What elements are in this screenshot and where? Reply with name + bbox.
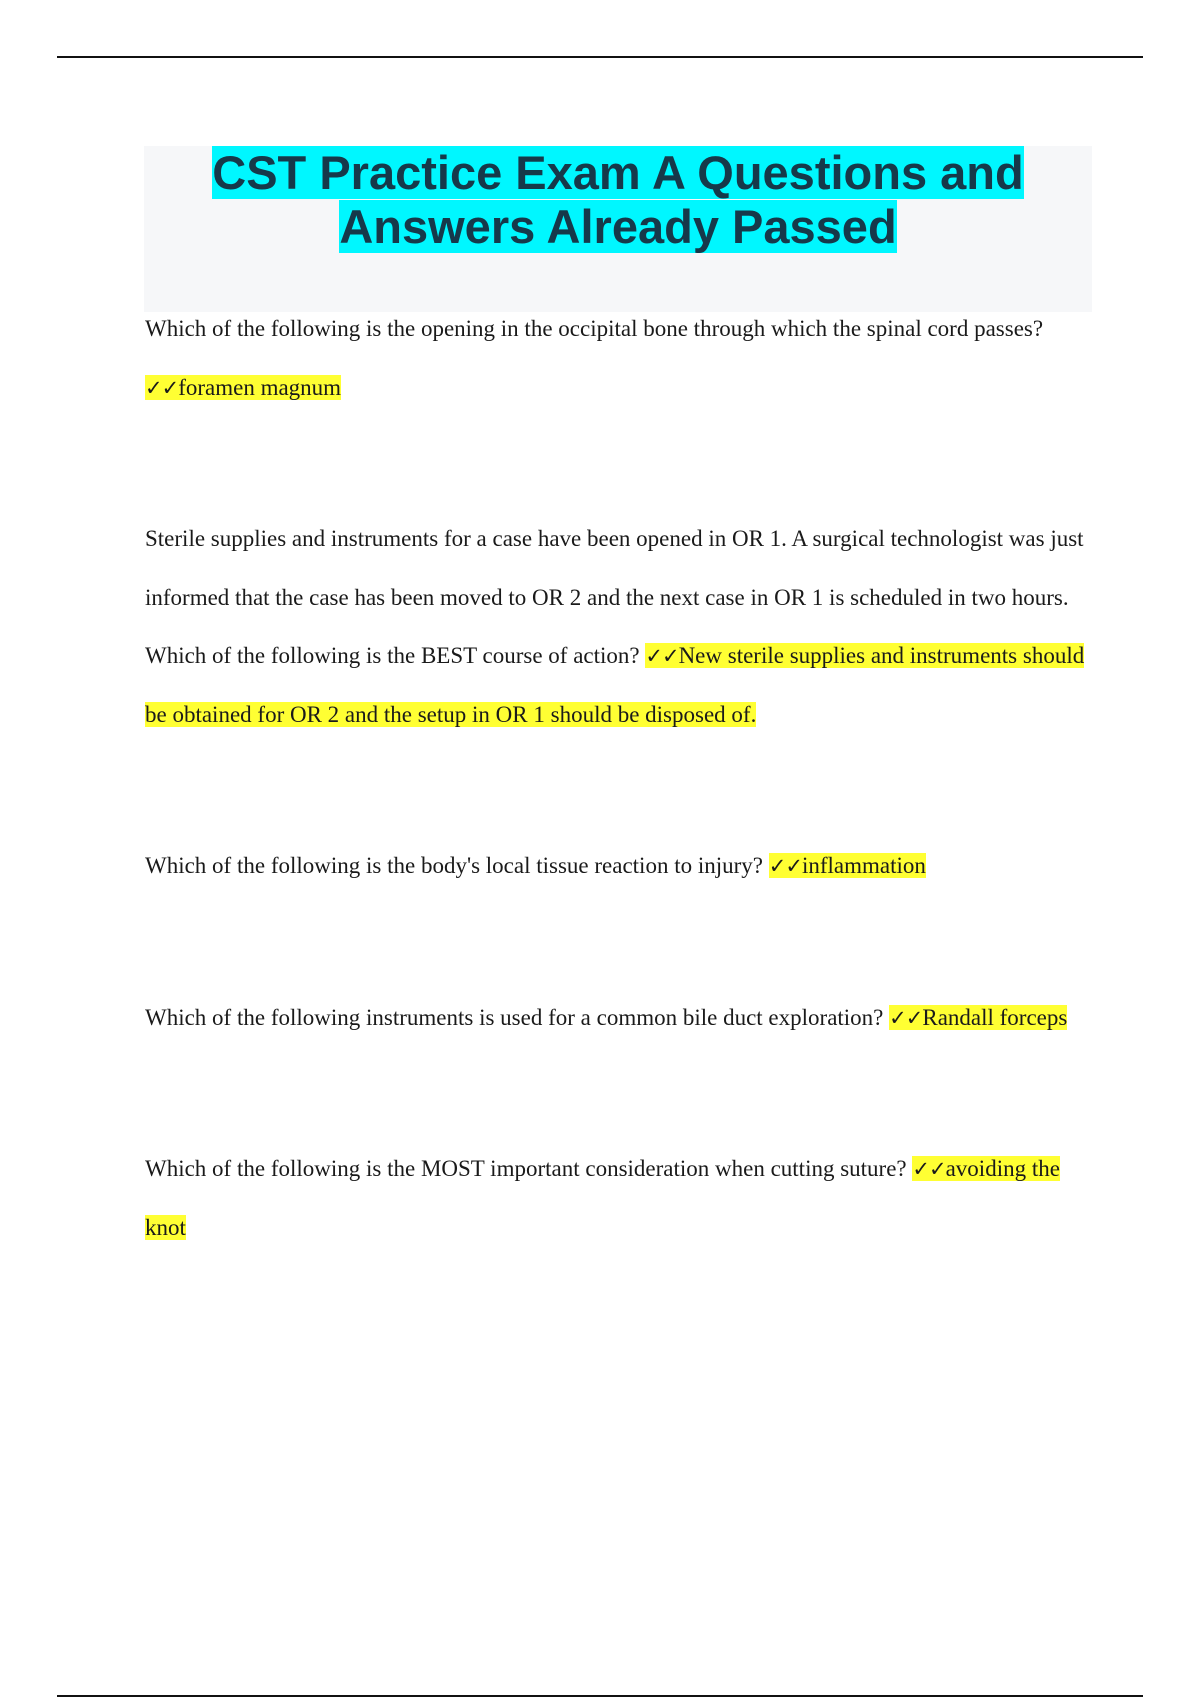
- question-text: Which of the following instruments is used for a common bile duct exploration?: [145, 1004, 890, 1030]
- answer-text: foramen magnum: [178, 374, 342, 400]
- question-item: [145, 837, 1085, 896]
- page-title: [144, 146, 1092, 254]
- answer-highlight: [769, 853, 926, 878]
- answer-text: avoiding the knot: [145, 1156, 1060, 1240]
- title-line-2: Answers Already Passed: [339, 200, 897, 253]
- answer-highlight: [145, 375, 341, 400]
- question-item: [145, 1140, 1085, 1257]
- question-text: Sterile supplies and instruments for a case have been opened in OR 1. A surgical technologist was just informed that the case has been moved to OR 2 and the next case in OR 1 is scheduled in two hours. Which of the following is the BEST course of action?: [145, 526, 1084, 668]
- answer-text: inflammation: [801, 853, 926, 878]
- question-text: Which of the following is the opening in the occipital bone through which the spinal cord passes?: [145, 316, 1044, 341]
- answer-text: New sterile supplies and instruments should be obtained for OR 2 and the setup in OR 1 should be disposed of.: [145, 643, 1085, 727]
- double-check-icon: ✓✓: [645, 644, 679, 668]
- answer-highlight: [889, 1005, 1067, 1030]
- title-line-1: CST Practice Exam A Questions and: [212, 146, 1024, 199]
- question-text: Which of the following is the MOST important consideration when cutting suture?: [145, 1156, 913, 1181]
- question-list: [145, 300, 1085, 1350]
- question-text: Which of the following is the body's local tissue reaction to injury?: [145, 853, 769, 878]
- question-item: [145, 989, 1085, 1048]
- double-check-icon: ✓✓: [145, 375, 179, 400]
- double-check-icon: ✓✓: [912, 1157, 946, 1181]
- double-check-icon: ✓✓: [768, 854, 802, 878]
- question-item: [145, 300, 1085, 417]
- question-item: [145, 510, 1085, 744]
- double-check-icon: ✓✓: [889, 1005, 923, 1030]
- bottom-rule: [57, 1695, 1143, 1697]
- top-rule: [57, 56, 1143, 58]
- answer-text: Randall forceps: [922, 1004, 1068, 1030]
- title-banner: [144, 146, 1092, 312]
